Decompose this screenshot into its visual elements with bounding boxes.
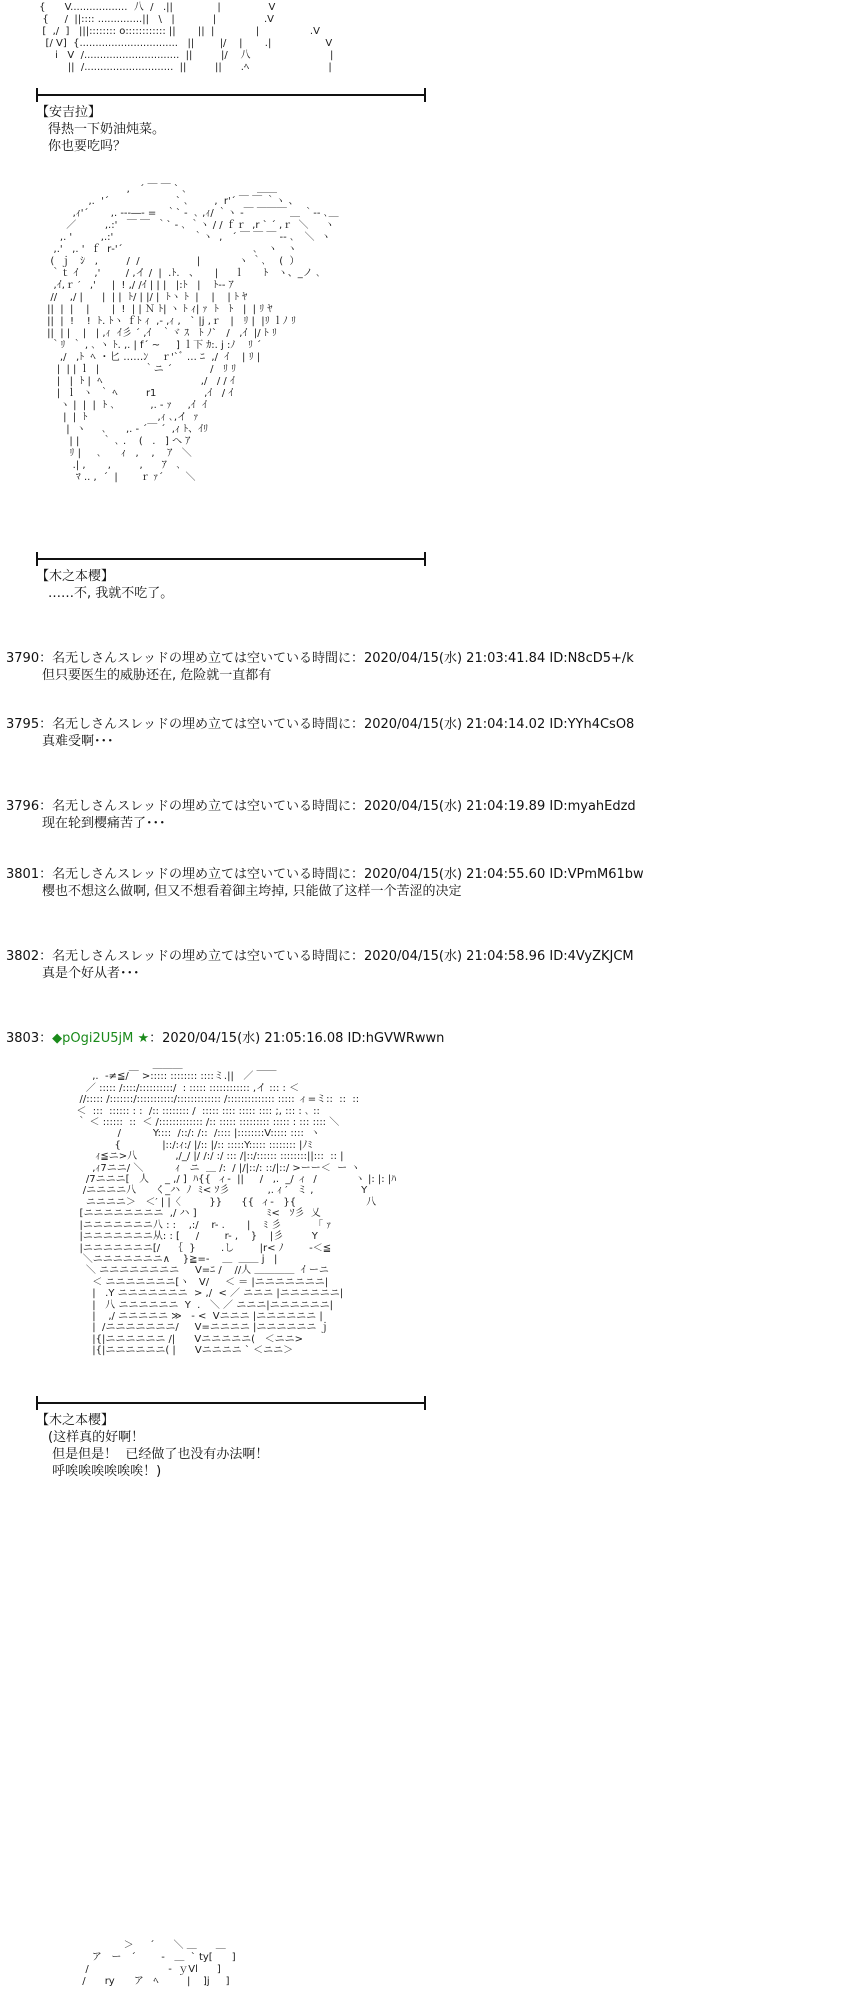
dialogue-line: ……不, 我就不吃了。 [48, 586, 174, 601]
speaker-label: 【安吉拉】 [36, 105, 102, 120]
dialogue-line: 得热一下奶油炖菜。 [48, 122, 166, 137]
post-meta: ：名无しさんスレッドの埋め立ては空いている時間に：2020/04/15(水) 21:04:14.02 ID:YYh4CsO8 [39, 717, 635, 732]
post-number[interactable]: 3801 [6, 867, 40, 882]
post-3795 [6, 716, 634, 750]
post-meta: ：名无しさんスレッドの埋め立ては空いている時間に：2020/04/15(水) 21:04:58.96 ID:4VyZKJCM [39, 949, 634, 964]
dialogue-line: (这样真的好啊！ [48, 1430, 145, 1445]
post-header [6, 650, 634, 667]
post-header [6, 798, 636, 815]
trip-code: ◆pOgi2U5jM ★ [52, 1031, 150, 1046]
post-separator: ： [39, 1031, 53, 1046]
post-header [6, 1030, 444, 1047]
post-meta: ：名无しさんスレッドの埋め立ては空いている時間に：2020/04/15(水) 21:03:41.84 ID:N8cD5+/k [39, 651, 634, 666]
post-meta: ：2020/04/15(水) 21:05:16.08 ID:hGVWRwwn [149, 1031, 445, 1046]
post-3802 [6, 948, 634, 982]
post-body: 樱也不想这么做啊, 但又不想看着御主垮掉, 只能做了这样一个苦涩的决定 [42, 884, 462, 899]
dialogue-line: 你也要吃吗？ [48, 139, 127, 154]
post-3796 [6, 798, 636, 832]
ascii-art-top: { V.................. 八 / .|| | V { / ||:::: ..............|| \ | | .V [ ,/ ] |||:::::::: o:::::::::::: || || | | .V [/ V] {............................... || |/ | .| V i V /.............................. || |/ 八 | || /............................ || || .ﾍ | [39, 2, 334, 73]
divider-top [36, 94, 426, 96]
dialogue-line: 但是但是！ 已经做了也没有办法啊！ [48, 1447, 269, 1462]
post-number[interactable]: 3803 [6, 1031, 40, 1046]
post-body: 但只要医生的威胁还在, 危险就一直都有 [42, 668, 272, 683]
post-body: 真是个好从者･･･ [42, 966, 140, 981]
caption-sakura-2 [36, 1412, 268, 1480]
dialogue-line: 呼唉唉唉唉唉唉！) [48, 1464, 162, 1479]
post-body: 现在轮到樱痛苦了･･･ [42, 816, 166, 831]
post-number[interactable]: 3795 [6, 717, 40, 732]
post-number[interactable]: 3790 [6, 651, 40, 666]
ascii-art-hands: ＿＿＿ ,. ‐≠≦/￣ >::::: :::::::: ::::ミ.|| ／ ￣￣ ／ ::::: /::::/::::::::::/ : ::::: :::::::::::: ,イ ::: : ＜ //::::: /:::::::/:::::::::::/::::::::::::: /:::::::::::::: ::::: ィ=ミ:: :: :: ＜ ::: :::::: : : /:: :::::::: / ::::: :::: ::::: :::: ;, ::: : ､ :: ｀ ＜ :::::: :: ＜ /::::::::::::: /:: ::::: ::::::::: ::::: : ::: :::: ＼ / Y:::: /::/: /:: /:::: |::::::::V::::: :::: ヽ { |::/:ｨ:/ |/:: |/:: :::::Y::::: :::::::: |ﾉﾐ ｨ≦ニ>八 ,/_/ |/ /:/ :/ ::: /|::/:::::: ::::::::||::: :: | ,ｨ7ニニ/ ＼ ｨ ニ ＿ /: / |/|::/: ::/|::/ >ーー＜ ー ヽ /7ニニニ[ 人 _ ,/ ] ﾊ{{ ィ- || / ,. _/ ィ / ヽ |: |: |ﾊ /ニニニニ八 く_ハ ﾉ ﾐ< ｿ彡 ,. ｨ ′ ミ , Y ニニニニ＞ ＜′ | |〈 }} {{ ィ- }{ 八 [ニニニニニニニニ ,/ ハ ] ﾐ< ｿ彡 乂 |ニニニニニニニ八 : : ,:/ r- . | ﾐ 彡 「 ｧ |ニニニニニニニ从: : [ / r- , } |彡 Y |ニニニニニニニ[/ ｛ } .し |r< ﾉ -＜≦ ＼ニニニニニニニ∧ }≧=- ＿ ＿＿ j | ＼ ニニニニニニニニ V=ﾆ / //人 ＿＿＿＿ ｲ ーニ ＜ ニニニニニニニ[ヽ V/ ＜ ＝ |ニニニニニニニ| | .Y ニニニニニニニ > ,/ < ／ ニニニ |ニニニニニニ| | 八 ニニニニニニ Y . ＼ ／ ニニニ|ニニニニニニ| | ,/ ニニニニニ ≫ - < Vニニニ |ニニニニニニ | | /ニニニニニニニ/ V=ニニニニ |ニニニニニニ ｊ |{|ニニニニニニ /| Vニニニニニ( ＜ニニ> |{|ニニニニニニ( | Vニニニニ ` ＜ニニ＞ [76, 1060, 397, 1357]
speaker-label: 【木之本樱】 [36, 1413, 115, 1428]
caption-angela [36, 104, 165, 155]
post-3803 [6, 1030, 444, 1047]
post-3801 [6, 866, 644, 900]
post-header [6, 948, 634, 965]
post-header [6, 716, 634, 733]
post-header [6, 866, 644, 883]
ascii-art-face: , ´ ￣ ￣ ` ､ ＿＿ ,. '´ ` ､ , r'´ ￣ ￣ ｀ヽ 、 ,ｨ'´ ,. ---―‐ = ｀` ‐ ､ ,ｨ/ ｀ヽ ‐￣ ￣￣￣ ＿ ｀‐- ､＿ ／ ,.:' ￣ ￣ ｀` ‐ ､ ｀ヽ / / ｆｒ ,r ` ´ ,ｒ ＼ ヽ ,. ' ,.:' ｀ヽ , ´ ￣ ￣ ￣ ‐- ､ ＼ ヽ ,.' ,. ' ｆ r‐'´ ､ ヽ ヽ ( ｊ ｼ , / / | ヽ ｀､ ( ） ｀ｔ ｲ ,' / ,イ / | .ﾄ. 、 | ｌ ﾄ ヽ、_ノ ､ ,ｲ,ｒ ′ ,' | ! ,/ /ｲ | | | |:ﾄ | ﾄ-‐ ｱ // ,/ | | | | ﾄ/ | |/ | ﾄヽ ﾄ | | | ﾄ ﾔ || | | | | ! | | Ｎ ﾄ| ヽ ﾄ ｨ| ｧ ﾄ ﾄ | | ﾘ ﾔ || | ! ! ﾄ. ﾄヽ ｆﾄ ｨ ,- ,ｨ , ` |j ,ｒ | ﾘ | |ﾘ ｌﾉ ﾘ || | | | | ,ｨ ｲ彡 ´ ,ｲ ｀ヾ ｽ ﾄ ﾉ` / ,ｲ |/ ﾄ ﾘ ｀ﾘ ｀ , ､ ヽ ﾄ. ,. | f´ ~ ] ｌ下 ｶ:. j :ﾉ ﾘ ´ ,/ ,ﾄ ﾍ ･ 匕 ……ﾝ ｒ'`ﾞ … ﾆ ,/ ｲ | ﾘ | | | | ｌ | ｀ニ ´ / ﾘ ﾘ | | ﾄ | ﾍ ,/ / / ｲ | ｌ ヽ ｀ ﾍ r1 ,ｲ / ｲ ヽ | | | ﾄ ､ ,. ‐ ｧ ,ｲ ｲ | | ﾄ ,ｨ ､,イ ｧ | ヽ ､ ,. ‐ ´￣ ´ ,ｨ ﾄ、ｲﾘ | | ｀ ､ . ( . ] へ ｱ ﾘ | ､ ｨ , , ｱ ＼ .| , , , ｱ ､ ﾏ .. , ´ | ｒ ｧ´ ＼ [47, 184, 339, 483]
divider-hands [36, 1402, 426, 1404]
post-body: 真难受啊･･･ [42, 734, 114, 749]
ascii-art-bottom: ＞ ´ ＼ ＿ ＿ ア ー ´ ‐ ＿ ` ty[ ] / ‐ ｙVl ] / ry ア ﾍ | ]j ] [82, 1940, 236, 1987]
caption-sakura-1 [36, 568, 173, 602]
speaker-label: 【木之本樱】 [36, 569, 115, 584]
post-meta: ：名无しさんスレッドの埋め立ては空いている時間に：2020/04/15(水) 21:04:55.60 ID:VPmM61bw [39, 867, 644, 882]
divider-face [36, 558, 426, 560]
post-number[interactable]: 3796 [6, 799, 40, 814]
post-number[interactable]: 3802 [6, 949, 40, 964]
post-3790 [6, 650, 634, 684]
post-meta: ：名无しさんスレッドの埋め立ては空いている時間に：2020/04/15(水) 21:04:19.89 ID:myahEdzd [39, 799, 636, 814]
